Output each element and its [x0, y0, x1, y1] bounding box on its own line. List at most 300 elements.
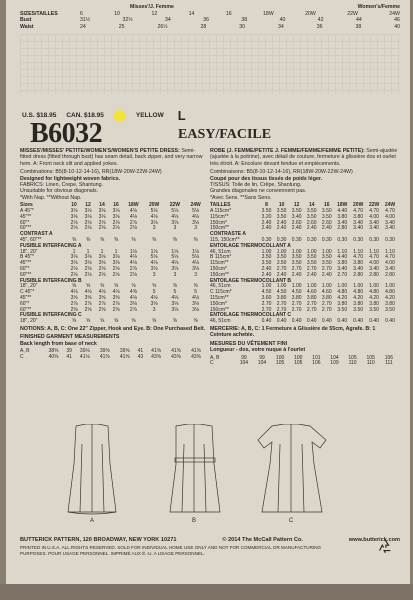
cell-value: 1.00 [321, 248, 332, 255]
cell-value: 38⅝ [48, 348, 59, 355]
cell-value: 105 [294, 360, 303, 367]
row-label: 18", 20" [20, 318, 38, 325]
size-header: 24W [384, 202, 396, 209]
size-header: 22W [169, 202, 180, 209]
sizes-value: 14 [188, 10, 195, 17]
cell-value: 3.40 [337, 219, 348, 226]
mesures-vetement: MESURES DU VÊTEMENT FINI [210, 340, 288, 347]
cell-value: 4⅛ [171, 260, 179, 267]
cell-value: 104 [330, 354, 339, 361]
cell-value: 2.80 [369, 271, 379, 278]
unsuitable: Unsuitable for obvious diagonals. [20, 188, 99, 195]
cell-value: 3⅛ [192, 266, 200, 273]
cell-value: ⅝ [113, 318, 119, 325]
waist-value: 38 [355, 23, 362, 30]
cell-value: 99 [259, 354, 265, 361]
waist-value: 40 [394, 23, 400, 30]
cell-value: 3.50 [306, 260, 317, 267]
cell-value: 4.00 [385, 260, 395, 267]
cell-value: 4⅛ [129, 213, 137, 220]
cell-value: 2⅛ [98, 266, 106, 273]
cell-value: 3.50 [306, 213, 317, 220]
cell-value: 2⅛ [98, 219, 106, 226]
cell-value: 3 [194, 225, 197, 232]
cell-value: 2⅝ [112, 306, 120, 313]
cell-value: 3.50 [321, 260, 332, 267]
robe-description: Semi-ajustée (ajustée à la poitrine), avec détail de couture, fermeture à glissière dos et ourlet très étroit. A: Encolure devant fendue et empiècements. [210, 148, 398, 167]
waist-value: 25 [118, 23, 125, 30]
cell-value: 101 [312, 354, 321, 361]
cell-value: 0.40 [337, 318, 348, 325]
row-label: C 45"* [20, 289, 35, 296]
size-header: 8 [265, 202, 268, 209]
cell-value: 5⅛ [171, 208, 179, 215]
cell-value: ⅝ [193, 318, 198, 325]
waist-row: Waist 24 25 26½ 28 30 34 36 38 40 [20, 23, 400, 30]
section-heading: ENTOILAGE THERMOCOLLANT B [210, 277, 292, 284]
cell-value: 2⅛ [129, 271, 137, 278]
cell-value: 3.40 [291, 213, 302, 220]
cell-value: 39⅝ [99, 348, 110, 355]
cell-value: 1.00 [369, 283, 379, 290]
size-header: 12 [293, 202, 300, 209]
cell-value: 3.40 [369, 266, 379, 273]
row-label: 115cm** [210, 295, 229, 301]
cell-value: 41⅝ [119, 354, 130, 360]
cell-value: ⅝ [152, 283, 157, 290]
cell-value: 1⅛ [192, 248, 200, 255]
cell-value: 4.20 [385, 295, 395, 301]
cell-value: ⅝ [131, 283, 136, 290]
sizes-value: 20W [305, 10, 316, 17]
bust-row: Bust 31½ 32½ 34 36 38 40 42 44 46 [20, 17, 400, 24]
cell-value: 4.00 [369, 213, 379, 220]
cell-value: 0.40 [306, 318, 317, 325]
nap-note-fr: *Avec Sens. **Sans Sens. [210, 194, 272, 201]
cell-value: ⅝ [99, 318, 105, 325]
cell-value: 5⅛ [192, 208, 200, 215]
section-heading: FUSIBLE INTERFACING A [20, 242, 82, 249]
cell-value: 2⅛ [112, 225, 120, 232]
size-header: 10 [278, 202, 285, 209]
cell-value: 3.80 [353, 213, 364, 220]
cell-value: ⅝ [85, 318, 91, 325]
cell-value: 109 [330, 360, 339, 367]
cell-value: 2.70 [291, 300, 302, 307]
cell-value: 41⅝ [151, 348, 161, 355]
combinations: Combinations: B5(8-10-12-14-16), RR(18W-20W-22W-24W) [20, 169, 162, 176]
cell-value: 2⅞ [70, 300, 78, 307]
us-price: U.S. $18.95 [22, 112, 57, 119]
cell-value: 4.70 [369, 254, 379, 261]
size-header: 24W [190, 202, 201, 209]
row-label: 115cm** [210, 260, 229, 267]
cell-value: 3⅛ [84, 260, 92, 267]
size-header: 16 [113, 202, 119, 209]
row-label: 46, 51cm [210, 248, 231, 255]
size-header: 18W [337, 202, 348, 209]
cell-value: 2.80 [385, 271, 395, 278]
cell-value: 2.40 [276, 219, 287, 226]
cell-value: 2⅝ [70, 306, 78, 313]
section-heading: ENTOILAGE THERMOCOLLANT C [210, 312, 292, 319]
cell-value: 0.40 [321, 318, 332, 325]
waist-value: 26½ [157, 23, 168, 30]
cell-value: 2.40 [291, 225, 302, 232]
row-label: A 115cm* [210, 208, 232, 215]
cell-value: 4.50 [261, 289, 272, 296]
cell-value: 2.40 [276, 271, 287, 278]
row-label: 150cm** [210, 225, 229, 232]
cell-value: 2⅛ [84, 219, 92, 226]
cell-value: 0.40 [291, 318, 302, 325]
size-header: 22W [368, 202, 380, 209]
cell-value: 2.70 [321, 300, 332, 307]
cell-value: 3.40 [353, 225, 364, 232]
cell-value: 2.40 [261, 266, 272, 273]
size-chart [20, 4, 400, 30]
cell-value: 3⅛ [84, 208, 92, 215]
cell-value: 3.50 [353, 306, 364, 313]
cell-value: 4⅛ [112, 289, 120, 296]
back-length: Back length from base of neck [20, 340, 97, 347]
cell-value: 39⅝ [119, 348, 130, 355]
cell-value: 41⅝ [99, 354, 110, 360]
dress-description: Semi-fitted dress (fitted through bust) has seam detail, back zipper, and very narrow hem. A: Front neck slit and applied yokes. [20, 148, 203, 167]
cell-value: 43 [137, 354, 144, 360]
size-header: 14 [99, 202, 105, 209]
garment-c-drawing [258, 424, 326, 512]
cell-value: 5⅛ [192, 254, 200, 261]
cell-value: ⅝ [99, 283, 105, 290]
cell-value: 3.50 [291, 260, 302, 267]
header-sizes: TAILLES [210, 202, 231, 209]
cell-value: 4.20 [337, 295, 348, 301]
cell-value: 1⅛ [129, 248, 137, 255]
recycle-icon [376, 538, 394, 556]
size-header: 10 [71, 202, 77, 209]
cell-value: 2.40 [321, 225, 332, 232]
cell-value: 0.30 [291, 237, 302, 244]
cell-value: 4⅛ [171, 295, 179, 301]
cell-value: 2.40 [261, 271, 272, 278]
row-label: 115cm** [210, 213, 229, 220]
cell-value: 3.50 [369, 306, 379, 313]
cell-value: 4.70 [385, 208, 395, 215]
cell-value: 3⅛ [112, 260, 120, 267]
cell-value: 1⅛ [150, 248, 158, 255]
cell-value: 3.80 [276, 295, 287, 301]
cell-value: 3.80 [337, 213, 348, 220]
cell-value: 3⅛ [192, 300, 200, 307]
cell-value: 3⅛ [171, 300, 179, 307]
cell-value: 2⅛ [129, 225, 137, 232]
cell-value: 2.60 [291, 219, 302, 226]
cell-value: 4.70 [369, 208, 379, 215]
cell-value: 3⅛ [192, 306, 200, 313]
row-label: A, B [210, 354, 220, 361]
cell-value: 3⅛ [112, 254, 120, 261]
cell-value: 3⅛ [70, 260, 78, 267]
size-header: 18W [128, 202, 139, 209]
cell-value: 2.70 [261, 306, 272, 313]
cell-value: 3.50 [276, 254, 287, 261]
graph-paper-area [20, 34, 400, 94]
cell-value: 1 [114, 248, 118, 255]
cell-value: 1 [100, 248, 104, 255]
cell-value: 2.70 [261, 300, 272, 307]
cell-value: 0.30 [385, 237, 395, 244]
women-label: Women's/Femme [357, 4, 400, 10]
cell-value: 106 [312, 360, 321, 367]
cell-value: 0.40 [276, 318, 287, 325]
cell-value: 2⅝ [98, 306, 106, 313]
cell-value: 3⅛ [84, 254, 92, 261]
cell-value: 3.40 [369, 219, 379, 226]
row-label: C [210, 360, 214, 367]
cell-value: 0.30 [321, 237, 332, 244]
fabric-note: Designed for lightweight woven fabrics. [20, 175, 121, 182]
cell-value: 1.10 [353, 248, 364, 255]
cell-value: 4.60 [306, 289, 317, 296]
yardage-table [20, 203, 206, 325]
row-label: 18", 20" [20, 283, 38, 290]
cell-value: 2.70 [321, 266, 332, 273]
garment-c-label: C [288, 518, 294, 524]
cell-value: 3.80 [337, 300, 348, 307]
waist-value: 28 [200, 23, 207, 30]
cell-value: ⅜ [172, 237, 177, 244]
cell-value: 3.80 [337, 260, 348, 267]
cell-value: 1.00 [261, 248, 272, 255]
cell-value: 41⅝ [191, 348, 201, 355]
table-row [210, 361, 398, 367]
cell-value: 2⅛ [112, 219, 120, 226]
footer-rights: PRINTED IN U.S.A. ALL RIGHTS RESERVED. SOLD FOR INDIVIDUAL HOME USE ONLY AND NOT FOR COMMERCIAL OR MANUFACTURING PURPOSES. POUR USAGE PERSONNEL. IMPRIMÉ AUX É.-U. A USAGE PERSONNEL. [20, 545, 322, 556]
cell-value: 4.80 [353, 289, 364, 296]
cell-value: 0.40 [385, 318, 395, 325]
cell-value: 2.40 [306, 225, 317, 232]
cell-value: 4⅛ [192, 295, 200, 301]
size-header: 20W [353, 202, 364, 209]
cell-value: ⅜ [99, 237, 105, 244]
cell-value: 3.80 [306, 295, 317, 301]
size-header: 14 [308, 202, 315, 209]
cell-value: 39 [66, 348, 72, 355]
cell-value: 3.40 [353, 219, 364, 226]
cell-value: 4.40 [337, 208, 348, 215]
cell-value: 41⅝ [171, 348, 181, 355]
cell-value: 2⅞ [129, 306, 137, 313]
row-label: A 45"* [20, 208, 34, 215]
cell-value: 5 [194, 289, 197, 296]
row-label: 60"* [20, 300, 30, 307]
cell-value: 2⅞ [98, 300, 106, 307]
cell-value: 2⅛ [98, 225, 106, 232]
cell-value: ⅝ [172, 283, 177, 290]
table-row [20, 319, 206, 325]
cell-value: 104 [257, 360, 267, 367]
section-heading: ENTOILAGE THERMOCOLLANT A [210, 242, 291, 249]
finished-measurements: FINISHED GARMENT MEASUREMENTS [20, 334, 120, 341]
cell-value: 3.20 [261, 213, 272, 220]
cell-value: 5 [173, 289, 177, 296]
cell-value: 3⅛ [98, 260, 106, 267]
cell-value: 5 [152, 289, 156, 296]
cell-value: 3.50 [261, 254, 272, 261]
cell-value: 3⅛ [171, 219, 179, 226]
cell-value: ⅝ [85, 283, 91, 290]
header-sizes: Sizes [20, 202, 33, 209]
cell-value: 2.80 [353, 271, 364, 278]
waist-value: 34 [278, 23, 284, 30]
bust-value: 32½ [122, 17, 133, 24]
size-header: 16 [324, 202, 330, 209]
cell-value: 4.70 [353, 208, 364, 215]
cell-value: 3 [152, 306, 156, 313]
row-label: B 115cm* [210, 254, 232, 261]
metrage-table [210, 203, 398, 325]
cell-value: 1⅛ [171, 248, 179, 255]
row-label: 45"** [20, 295, 32, 301]
waist-value: 24 [80, 23, 86, 30]
cell-value: 2.80 [337, 225, 348, 232]
misses-label: Misses'/J. Femme [130, 4, 174, 10]
cell-value: 2⅞ [129, 266, 137, 273]
cell-value: 4⅛ [129, 295, 137, 301]
cell-value: 3⅝ [112, 295, 120, 301]
cell-value: 41 [66, 354, 72, 360]
cell-value: 1.10 [385, 248, 395, 255]
row-label: 18", 20" [20, 248, 38, 255]
section-heading: CONTRAST A [20, 231, 53, 238]
cell-value: 2⅝ [84, 306, 92, 313]
size-letter: L [177, 108, 186, 123]
cell-value: 3.80 [385, 300, 395, 307]
cell-value: ⅜ [71, 237, 77, 244]
cell-value: 43⅝ [191, 354, 201, 360]
cell-value: 1.00 [353, 283, 364, 290]
cell-value: 2⅛ [98, 271, 106, 278]
cell-value: 3⅛ [70, 213, 78, 220]
row-label: 60"** [20, 271, 32, 278]
cell-value: 2.70 [306, 300, 317, 307]
fabrics: FABRICS: Linen, Crepe, Shantung. [20, 182, 104, 189]
cell-value: 3⅛ [171, 266, 179, 273]
size-header: 20W [148, 202, 160, 209]
section-heading: FUSIBLE INTERFACING C [20, 312, 82, 319]
color-label: YELLOW [135, 112, 164, 119]
cell-value: 3⅛ [171, 306, 179, 313]
background-surface [0, 584, 413, 600]
cell-value: 110 [348, 360, 357, 367]
cell-value: 2⅛ [70, 266, 78, 273]
cell-value: 2⅛ [70, 219, 78, 226]
sizes-value: 10 [114, 10, 121, 17]
cell-value: 105 [275, 360, 285, 367]
cell-value: 3.50 [306, 254, 317, 261]
garment-b-drawing [170, 424, 220, 512]
cell-value: 1.00 [306, 248, 317, 255]
cell-value: 3.60 [261, 295, 272, 301]
cell-value: ⅜ [152, 237, 157, 244]
cell-value: 3.50 [385, 306, 395, 313]
cell-value: ⅝ [71, 283, 77, 290]
row-label: 150cm** [210, 306, 229, 313]
cell-value: 1.00 [337, 283, 348, 290]
row-label: 45"** [20, 260, 32, 267]
finished-table [20, 349, 206, 361]
cell-value: 5⅛ [171, 254, 179, 261]
cell-value: 2.40 [276, 225, 287, 232]
cell-value: 4⅛ [129, 260, 137, 267]
cell-value: 43⅝ [171, 354, 181, 360]
sizes-value: 16 [225, 10, 232, 17]
row-label: 150cm* [210, 219, 227, 226]
cell-value: 1.00 [291, 283, 302, 290]
cell-value: 4⅛ [98, 289, 106, 296]
cell-value: 3⅛ [98, 254, 106, 261]
cell-value: 0.40 [369, 318, 379, 325]
row-label: 45"** [20, 213, 32, 220]
cell-value: 4⅛ [150, 213, 158, 220]
cell-value: 106 [384, 354, 394, 361]
cell-value: 3.80 [321, 295, 332, 301]
cell-value: 3⅛ [192, 219, 200, 226]
cell-value: 3.50 [337, 306, 348, 313]
sizes-value: 24W [389, 10, 400, 17]
cell-value: 3⅛ [98, 208, 106, 215]
combinaisons: Combinaisons: B5(8-10-12-14-16), RR(18W-20W-22W-24W) [210, 169, 353, 176]
cell-value: 1.00 [306, 283, 317, 290]
cell-value: 1.00 [321, 283, 332, 290]
garment-a-label: A [89, 518, 95, 524]
cell-value: 3⅛ [70, 208, 78, 215]
cell-value: 0.30 [306, 237, 317, 244]
cell-value: 105 [348, 354, 357, 361]
row-label: 150cm* [210, 300, 227, 307]
cell-value: 4.70 [353, 254, 364, 261]
row-label: 60"* [20, 266, 30, 273]
garment-b-label: B [191, 518, 197, 524]
cell-value: 2.60 [306, 219, 317, 226]
cell-value: 4⅛ [70, 289, 78, 296]
size-header: 12 [85, 202, 91, 209]
cell-value: 2.40 [291, 271, 302, 278]
english-column [20, 148, 206, 361]
cell-value: 2⅛ [84, 271, 92, 278]
cell-value: 0.30 [337, 237, 348, 244]
cell-value: 1.10 [369, 248, 379, 255]
cell-value: 1 [72, 248, 76, 255]
cell-value: 3.80 [353, 300, 364, 307]
row-label: 46, 51cm [210, 318, 231, 325]
section-heading: FUSIBLE INTERFACING B [20, 277, 82, 284]
mercerie: MERCERIE: A, B, C: 1 Fermeture à Glissière de 55cm, Agrafe. B: 1 Ceinture achetée. [210, 325, 376, 339]
cell-value: 4⅛ [192, 260, 200, 267]
can-price: CAN. $18.95 [66, 112, 104, 119]
cell-value: 3⅝ [84, 295, 92, 301]
row-label: 60"* [20, 219, 30, 226]
cell-value: 3.50 [276, 213, 287, 220]
cell-value: 3.50 [276, 208, 287, 215]
sizes-value: 6 [80, 10, 83, 17]
fabric-note-fr: Coupé pour des tissus tissés de poids léger. [210, 175, 323, 182]
sizes-value: 18W [263, 10, 274, 17]
finished-table-fr [210, 356, 398, 368]
cell-value: 3.80 [369, 300, 379, 307]
cell-value: 3⅛ [112, 213, 120, 220]
